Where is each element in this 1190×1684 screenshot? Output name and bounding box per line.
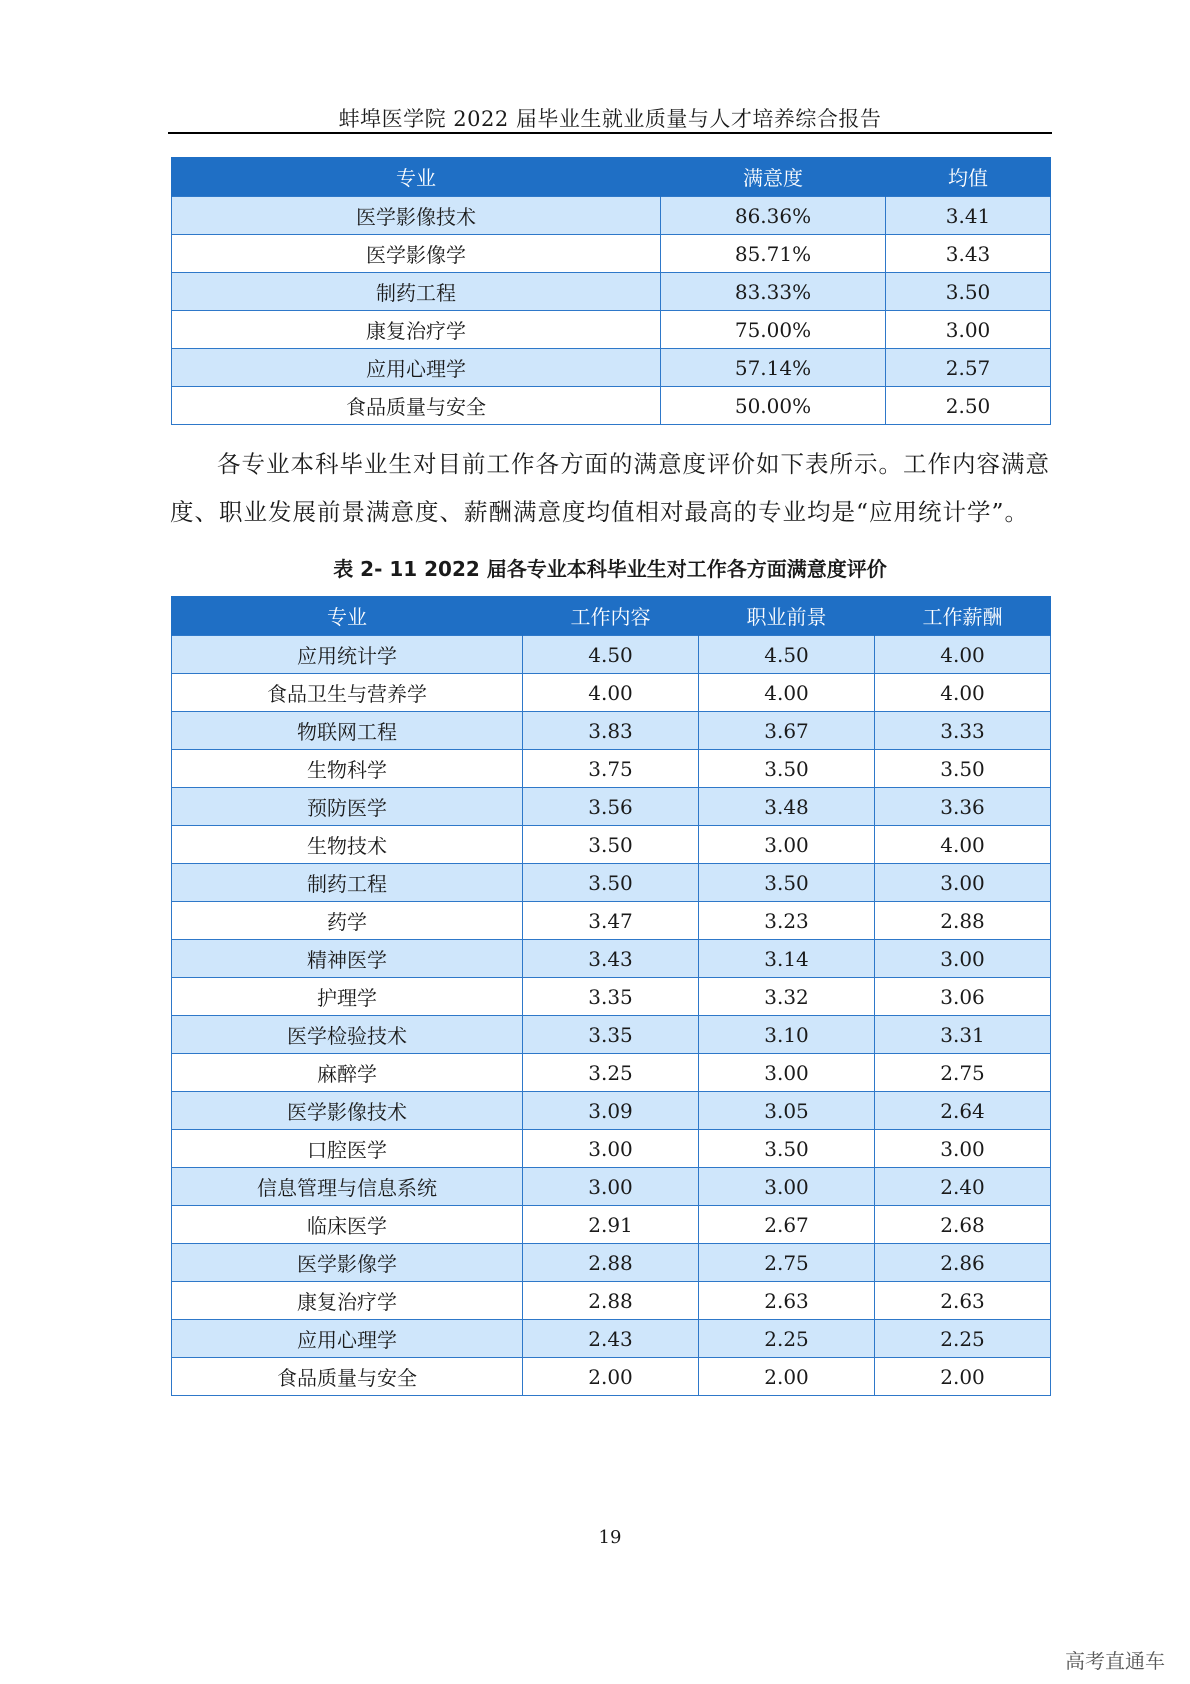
work-aspects-satisfaction-table: [171, 596, 1051, 1396]
table-row: [172, 1016, 1051, 1054]
career-prospect-cell: 3.32: [699, 978, 875, 1016]
career-prospect-cell: 3.67: [699, 712, 875, 750]
major-cell: 应用心理学: [172, 1320, 523, 1358]
watermark-text: 高考直通车: [1065, 1649, 1165, 1673]
major-cell: 医学检验技术: [172, 1016, 523, 1054]
table-row: [172, 902, 1051, 940]
career-prospect-cell: 3.00: [699, 1054, 875, 1092]
career-prospect-cell: 2.67: [699, 1206, 875, 1244]
major-cell: 口腔医学: [172, 1130, 523, 1168]
major-cell: 物联网工程: [172, 712, 523, 750]
table-header-row: [172, 157, 1051, 197]
table-row: [172, 1206, 1051, 1244]
salary-cell: 2.88: [875, 902, 1051, 940]
salary-cell: 2.25: [875, 1320, 1051, 1358]
work-content-cell: 3.35: [523, 978, 699, 1016]
report-header-title: 蚌埠医学院 2022 届毕业生就业质量与人才培养综合报告: [338, 107, 882, 131]
salary-cell: 2.00: [875, 1358, 1051, 1396]
work-content-cell: 2.91: [523, 1206, 699, 1244]
page-number: 19: [598, 1527, 622, 1548]
salary-cell: 3.00: [875, 1130, 1051, 1168]
career-prospect-cell: 3.10: [699, 1016, 875, 1054]
major-cell: 信息管理与信息系统: [172, 1168, 523, 1206]
salary-cell: 4.00: [875, 636, 1051, 674]
career-prospect-cell: 3.48: [699, 788, 875, 826]
career-prospect-cell: 4.50: [699, 636, 875, 674]
table-row: [172, 1092, 1051, 1130]
work-content-cell: 2.88: [523, 1244, 699, 1282]
column-header: 工作薪酬: [875, 596, 1051, 636]
table-row: [172, 636, 1051, 674]
table-row: [172, 788, 1051, 826]
work-content-cell: 2.00: [523, 1358, 699, 1396]
table-row: [172, 235, 1051, 273]
salary-cell: 3.00: [875, 864, 1051, 902]
salary-cell: 3.33: [875, 712, 1051, 750]
major-cell: 医学影像学: [172, 235, 661, 273]
table-row: [172, 273, 1051, 311]
column-header: 满意度: [661, 157, 886, 197]
major-cell: 药学: [172, 902, 523, 940]
table-row: [172, 1168, 1051, 1206]
career-prospect-cell: 2.25: [699, 1320, 875, 1358]
major-cell: 医学影像技术: [172, 1092, 523, 1130]
table-row: [172, 750, 1051, 788]
salary-cell: 3.31: [875, 1016, 1051, 1054]
salary-cell: 3.06: [875, 978, 1051, 1016]
work-content-cell: 3.35: [523, 1016, 699, 1054]
salary-cell: 2.40: [875, 1168, 1051, 1206]
table-row: [172, 1130, 1051, 1168]
work-content-cell: 2.43: [523, 1320, 699, 1358]
table-row: [172, 864, 1051, 902]
table-row: [172, 311, 1051, 349]
major-cell: 生物科学: [172, 750, 523, 788]
work-content-cell: 3.50: [523, 826, 699, 864]
mean-cell: 3.41: [886, 197, 1051, 235]
table-row: [172, 940, 1051, 978]
work-content-cell: 3.25: [523, 1054, 699, 1092]
salary-cell: 2.64: [875, 1092, 1051, 1130]
career-prospect-cell: 3.05: [699, 1092, 875, 1130]
work-content-cell: 3.83: [523, 712, 699, 750]
career-prospect-cell: 3.23: [699, 902, 875, 940]
table-caption: 表 2- 11 2022 届各专业本科毕业生对工作各方面满意度评价: [333, 557, 887, 581]
major-cell: 生物技术: [172, 826, 523, 864]
table-row: [172, 1320, 1051, 1358]
table-header-row: [172, 596, 1051, 636]
major-cell: 应用心理学: [172, 349, 661, 387]
column-header: 专业: [172, 596, 523, 636]
major-cell: 精神医学: [172, 940, 523, 978]
major-cell: 制药工程: [172, 864, 523, 902]
major-cell: 食品质量与安全: [172, 1358, 523, 1396]
work-content-cell: 3.00: [523, 1168, 699, 1206]
career-prospect-cell: 3.00: [699, 1168, 875, 1206]
table-row: [172, 1244, 1051, 1282]
mean-cell: 2.50: [886, 387, 1051, 425]
column-header: 专业: [172, 157, 661, 197]
salary-cell: 2.63: [875, 1282, 1051, 1320]
table-body: [172, 636, 1051, 1396]
major-cell: 食品质量与安全: [172, 387, 661, 425]
work-content-cell: 3.56: [523, 788, 699, 826]
salary-cell: 4.00: [875, 674, 1051, 712]
table-row: [172, 712, 1051, 750]
career-prospect-cell: 3.50: [699, 1130, 875, 1168]
work-content-cell: 2.88: [523, 1282, 699, 1320]
mean-cell: 2.57: [886, 349, 1051, 387]
work-content-cell: 3.43: [523, 940, 699, 978]
major-cell: 临床医学: [172, 1206, 523, 1244]
table-row: [172, 674, 1051, 712]
table-row: [172, 978, 1051, 1016]
career-prospect-cell: 2.63: [699, 1282, 875, 1320]
salary-cell: 2.68: [875, 1206, 1051, 1244]
work-content-cell: 4.00: [523, 674, 699, 712]
satisfaction-cell: 57.14%: [661, 349, 886, 387]
major-cell: 麻醉学: [172, 1054, 523, 1092]
table-row: [172, 387, 1051, 425]
career-prospect-cell: 2.75: [699, 1244, 875, 1282]
work-content-cell: 4.50: [523, 636, 699, 674]
column-header: 均值: [886, 157, 1051, 197]
work-content-cell: 3.00: [523, 1130, 699, 1168]
major-cell: 制药工程: [172, 273, 661, 311]
major-cell: 医学影像技术: [172, 197, 661, 235]
salary-cell: 2.86: [875, 1244, 1051, 1282]
column-header: 工作内容: [523, 596, 699, 636]
career-prospect-cell: 3.50: [699, 864, 875, 902]
satisfaction-cell: 50.00%: [661, 387, 886, 425]
major-cell: 康复治疗学: [172, 311, 661, 349]
work-content-cell: 3.50: [523, 864, 699, 902]
satisfaction-cell: 85.71%: [661, 235, 886, 273]
mean-cell: 3.50: [886, 273, 1051, 311]
major-cell: 食品卫生与营养学: [172, 674, 523, 712]
mean-cell: 3.43: [886, 235, 1051, 273]
salary-cell: 3.00: [875, 940, 1051, 978]
major-cell: 医学影像学: [172, 1244, 523, 1282]
salary-cell: 3.36: [875, 788, 1051, 826]
salary-cell: 3.50: [875, 750, 1051, 788]
major-cell: 预防医学: [172, 788, 523, 826]
major-cell: 康复治疗学: [172, 1282, 523, 1320]
table-row: [172, 197, 1051, 235]
mean-cell: 3.00: [886, 311, 1051, 349]
career-prospect-cell: 3.50: [699, 750, 875, 788]
career-prospect-cell: 3.00: [699, 826, 875, 864]
major-satisfaction-table: [171, 157, 1051, 425]
work-content-cell: 3.09: [523, 1092, 699, 1130]
career-prospect-cell: 4.00: [699, 674, 875, 712]
satisfaction-cell: 83.33%: [661, 273, 886, 311]
satisfaction-cell: 86.36%: [661, 197, 886, 235]
career-prospect-cell: 2.00: [699, 1358, 875, 1396]
table-row: [172, 826, 1051, 864]
major-cell: 应用统计学: [172, 636, 523, 674]
salary-cell: 2.75: [875, 1054, 1051, 1092]
major-cell: 护理学: [172, 978, 523, 1016]
work-content-cell: 3.47: [523, 902, 699, 940]
table-row: [172, 1054, 1051, 1092]
table-row: [172, 1282, 1051, 1320]
satisfaction-cell: 75.00%: [661, 311, 886, 349]
body-paragraph: 各专业本科毕业生对目前工作各方面的满意度评价如下表所示。工作内容满意度、职业发展前景满意度、薪酬满意度均值相对最高的专业均是“应用统计学”。: [170, 450, 1050, 526]
salary-cell: 4.00: [875, 826, 1051, 864]
work-content-cell: 3.75: [523, 750, 699, 788]
career-prospect-cell: 3.14: [699, 940, 875, 978]
table-row: [172, 1358, 1051, 1396]
table-row: [172, 349, 1051, 387]
header-divider: [168, 132, 1052, 134]
column-header: 职业前景: [699, 596, 875, 636]
